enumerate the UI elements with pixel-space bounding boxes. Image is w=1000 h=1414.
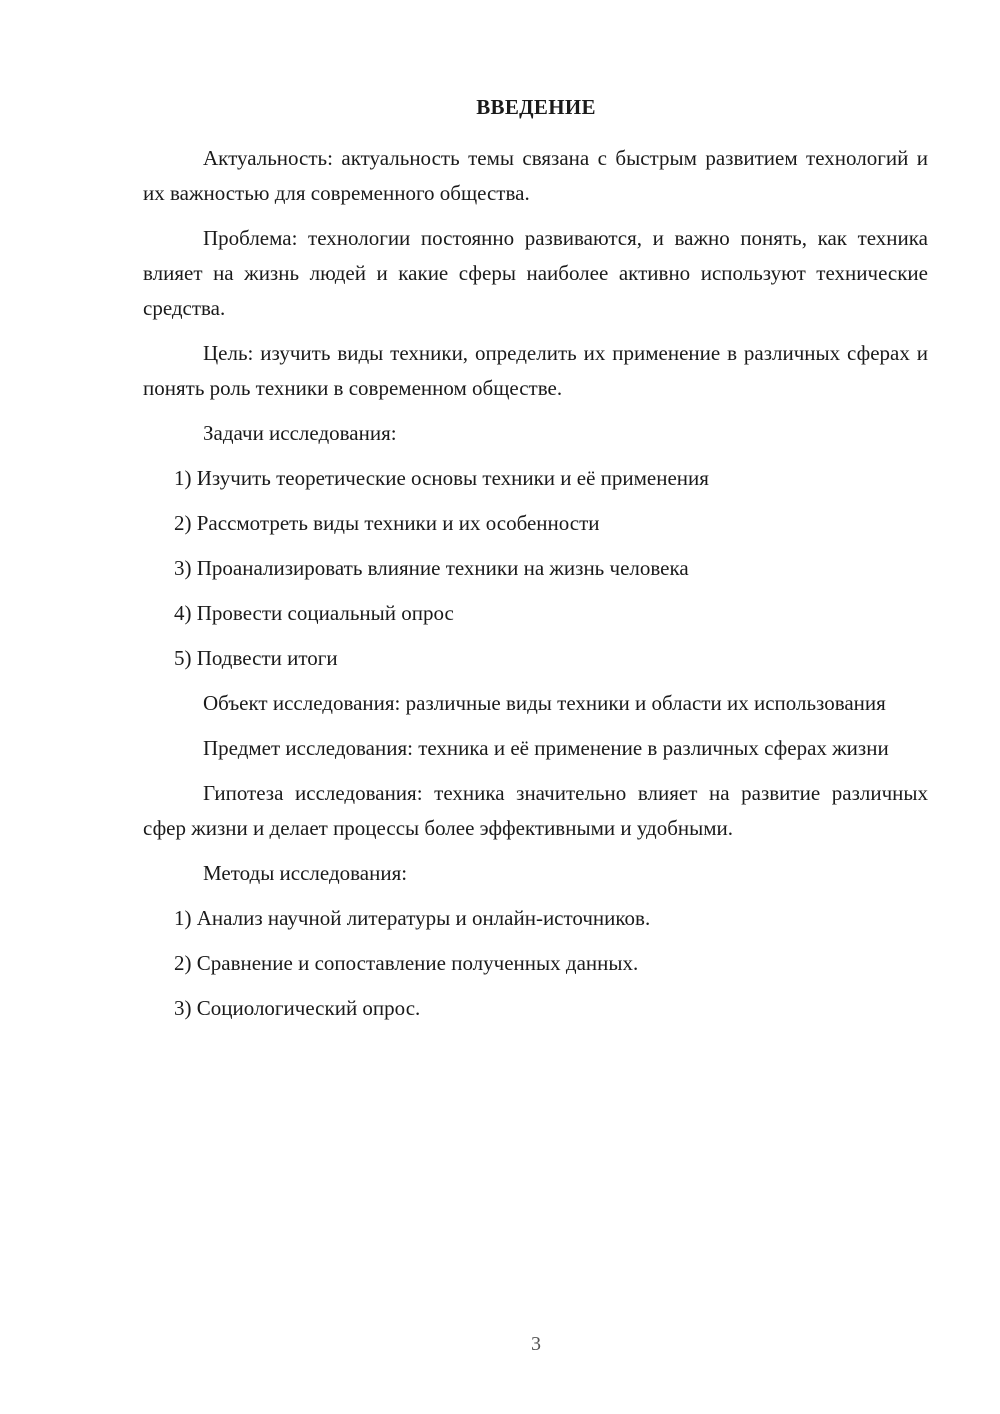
paragraph-object: Объект исследования: различные виды техники и области их использования [203,691,886,715]
list-item: 4) Провести социальный опрос [174,601,454,625]
paragraph-problem: Проблема: технологии постоянно развиваются, и важно понять, как техника влияет на жизнь людей и какие сферы наиболее активно используют технические средства. [143,226,928,320]
document-body [143,141,928,1036]
list-item: 5) Подвести итоги [174,646,338,670]
tasks-list [143,461,928,676]
list-item: 1) Анализ научной литературы и онлайн-источников. [174,906,651,930]
methods-list [143,901,928,1026]
tasks-heading: Задачи исследования: [203,421,397,445]
paragraph-actuality: Актуальность: актуальность темы связана с быстрым развитием технологий и их важностью для современного общества. [143,146,928,205]
paragraph-hypothesis: Гипотеза исследования: техника значительно влияет на развитие различных сфер жизни и делает процессы более эффективными и удобными. [143,781,928,840]
page-number: 3 [531,1333,541,1355]
page-title: ВВЕДЕНИЕ [476,95,596,119]
list-item: 2) Сравнение и сопоставление полученных данных. [174,951,639,975]
paragraph-subject: Предмет исследования: техника и её применение в различных сферах жизни [203,736,889,760]
list-item: 3) Проанализировать влияние техники на жизнь человека [174,556,689,580]
list-item: 3) Социологический опрос. [174,996,421,1020]
methods-heading: Методы исследования: [203,861,408,885]
list-item: 2) Рассмотреть виды техники и их особенности [174,511,600,535]
list-item: 1) Изучить теоретические основы техники и её применения [174,466,709,490]
paragraph-goal: Цель: изучить виды техники, определить их применение в различных сферах и понять роль техники в современном обществе. [143,341,928,400]
